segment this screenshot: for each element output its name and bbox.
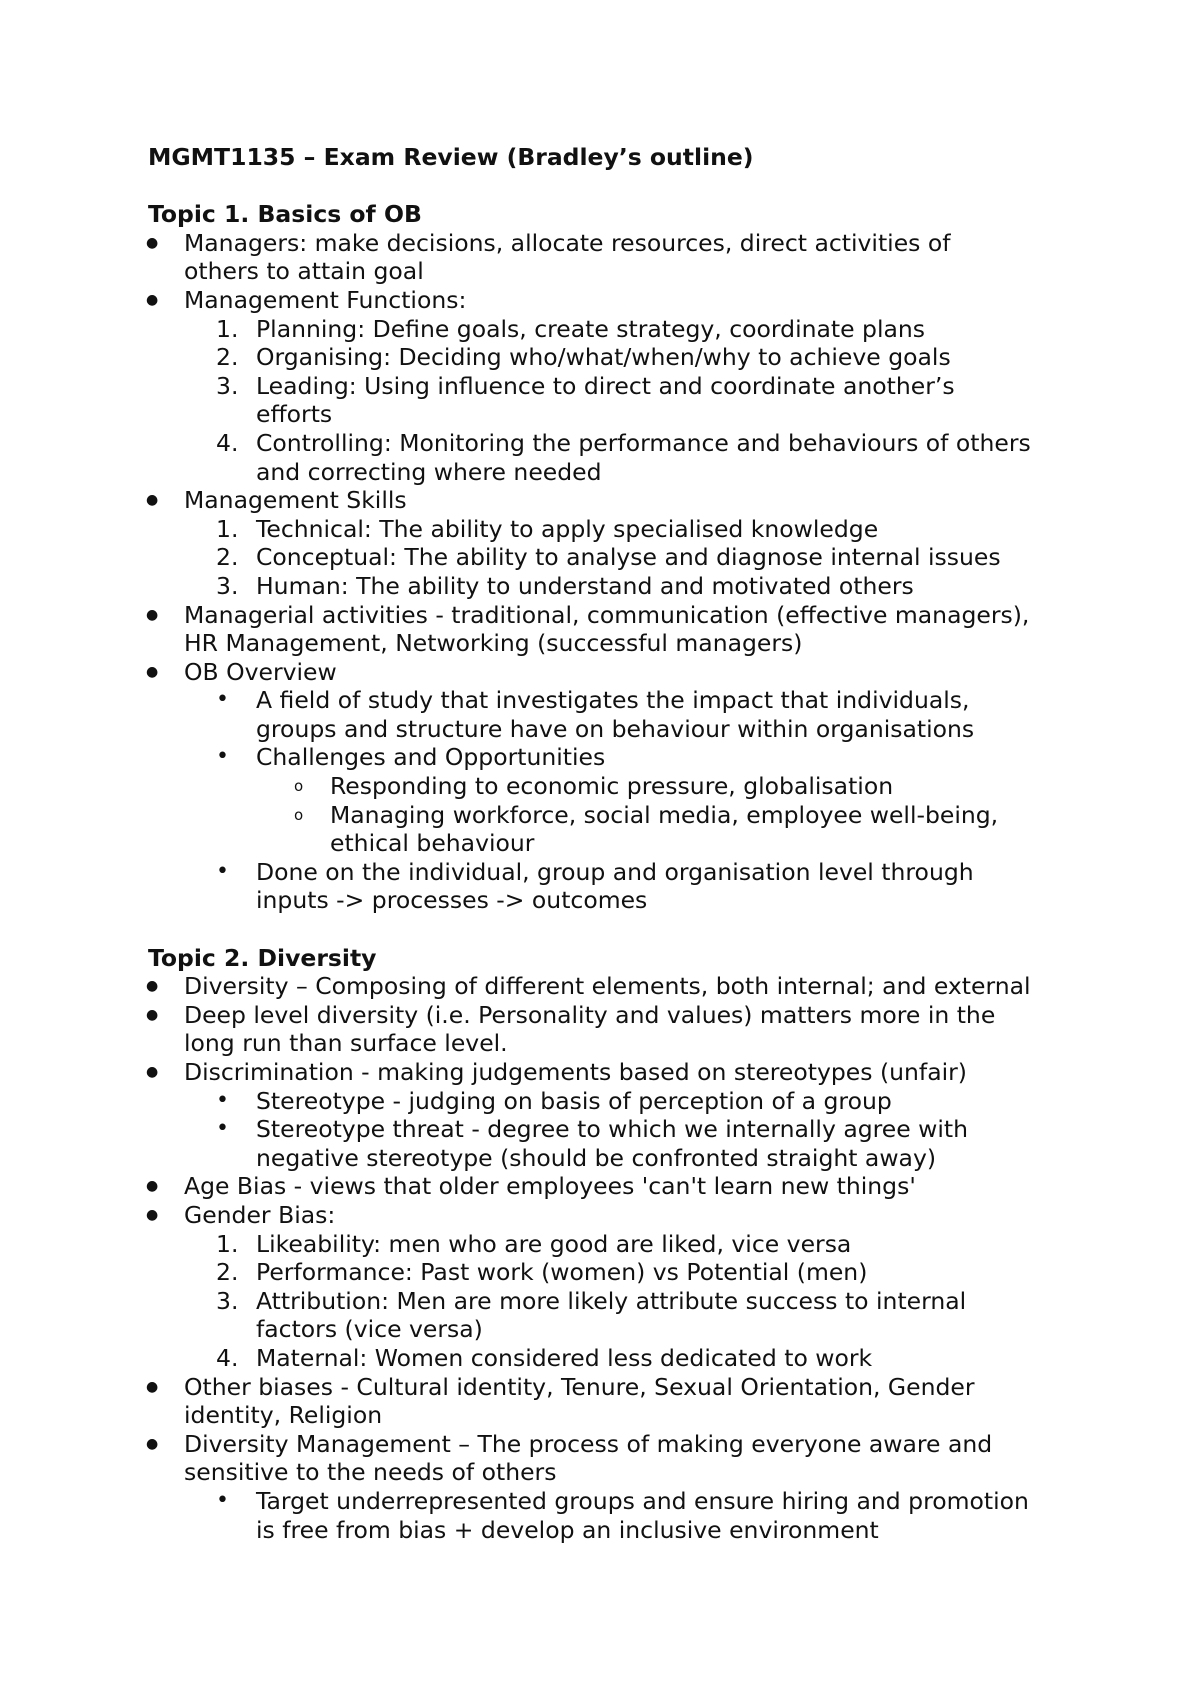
sub-list-item: • A field of study that investigates the impact that individuals, groups and structure have on behaviour within organisations (216, 686, 975, 743)
bullet-icon: ● (146, 291, 159, 308)
numbered-item: 2. Conceptual: The ability to analyse and diagnose internal issues (216, 543, 1001, 572)
numbered-item: 1. Technical: The ability to apply specialised knowledge (216, 514, 879, 543)
sub-list-item: • Challenges and Opportunities (216, 743, 606, 772)
topic-2-heading: Topic 2. Diversity (148, 943, 377, 972)
numbered-item: 1. Likeability: men who are good are liked, vice versa (216, 1229, 852, 1258)
list-item: ● Diversity – Composing of different elements, both internal; and external (146, 972, 1031, 1001)
sub-list-item: • Done on the individual, group and organisation level through inputs -> processes -> outcomes (216, 857, 974, 915)
bullet-icon: • (216, 687, 229, 713)
document-body (148, 143, 1088, 1544)
numbered-item: 4. Controlling: Monitoring the performance and behaviours of others and correcting where needed (216, 428, 1031, 486)
bullet-icon: ● (146, 1435, 159, 1452)
list-item: ● Other biases - Cultural identity, Tenure, Sexual Orientation, Gender identity, Religion (146, 1372, 975, 1430)
numbered-item: 2. Organising: Deciding who/what/when/why to achieve goals (216, 343, 951, 372)
sub-list-item: • Target underrepresented groups and ensure hiring and promotion is free from bias + develop an inclusive environment (216, 1486, 1029, 1544)
numbered-item: 3. Human: The ability to understand and motivated others (216, 571, 914, 600)
bullet-icon: ● (146, 1006, 159, 1023)
bullet-icon: ● (146, 234, 159, 251)
list-item: ● Diversity Management – The process of making everyone aware and sensitive to the needs of others (146, 1429, 993, 1487)
document-title: MGMT1135 – Exam Review (Bradley’s outline) (148, 143, 754, 171)
list-item: ● OB Overview (146, 657, 337, 686)
bullet-icon: • (216, 858, 229, 884)
circle-bullet-icon: o (294, 805, 304, 824)
bullet-icon: ● (146, 1206, 159, 1223)
sub-list-item: • Stereotype threat - degree to which we internally agree with negative stereotype (should be confronted straight away) (216, 1115, 969, 1172)
bullet-icon: • (216, 1116, 229, 1142)
list-item: ● Managerial activities - traditional, communication (effective managers), HR Management, Networking (successful managers) (146, 600, 1030, 658)
list-item: ● Management Functions: (146, 285, 467, 314)
sub-sub-list-item: o Responding to economic pressure, globalisation (294, 772, 894, 801)
bullet-icon: ● (146, 606, 159, 623)
bullet-icon: ● (146, 1064, 159, 1080)
bullet-icon: • (216, 744, 229, 770)
bullet-icon: ● (146, 663, 159, 680)
numbered-item: 2. Performance: Past work (women) vs Potential (men) (216, 1258, 868, 1287)
list-item: ● Management Skills (146, 486, 407, 515)
list-item: ● Gender Bias: (146, 1200, 336, 1229)
bullet-icon: • (216, 1487, 229, 1513)
list-item: ● Managers: make decisions, allocate resources, direct activities of others to attain goal (146, 228, 951, 286)
bullet-icon: ● (146, 492, 159, 509)
sub-list-item: • Stereotype - judging on basis of perception of a group (216, 1086, 892, 1115)
numbered-item: 4. Maternal: Women considered less dedicated to work (216, 1343, 873, 1372)
circle-bullet-icon: o (294, 777, 304, 796)
numbered-item: 3. Leading: Using influence to direct and coordinate another’s efforts (216, 371, 955, 429)
list-item: ● Discrimination - making judgements based on stereotypes (unfair) (146, 1058, 967, 1086)
list-item: ● Deep level diversity (i.e. Personality and values) matters more in the long run than surface level. (146, 1000, 996, 1058)
sub-sub-list-item: o Managing workforce, social media, employee well-being, ethical behaviour (294, 800, 999, 858)
topic-1-heading: Topic 1. Basics of OB (148, 200, 422, 229)
bullet-icon: ● (146, 1378, 159, 1395)
bullet-icon: ● (146, 1178, 159, 1195)
bullet-icon: ● (146, 978, 159, 995)
numbered-item: 3. Attribution: Men are more likely attribute success to internal factors (vice versa) (216, 1286, 967, 1344)
bullet-icon: • (216, 1087, 229, 1113)
numbered-item: 1. Planning: Define goals, create strategy, coordinate plans (216, 314, 926, 343)
list-item: ● Age Bias - views that older employees 'can't learn new things' (146, 1172, 916, 1201)
